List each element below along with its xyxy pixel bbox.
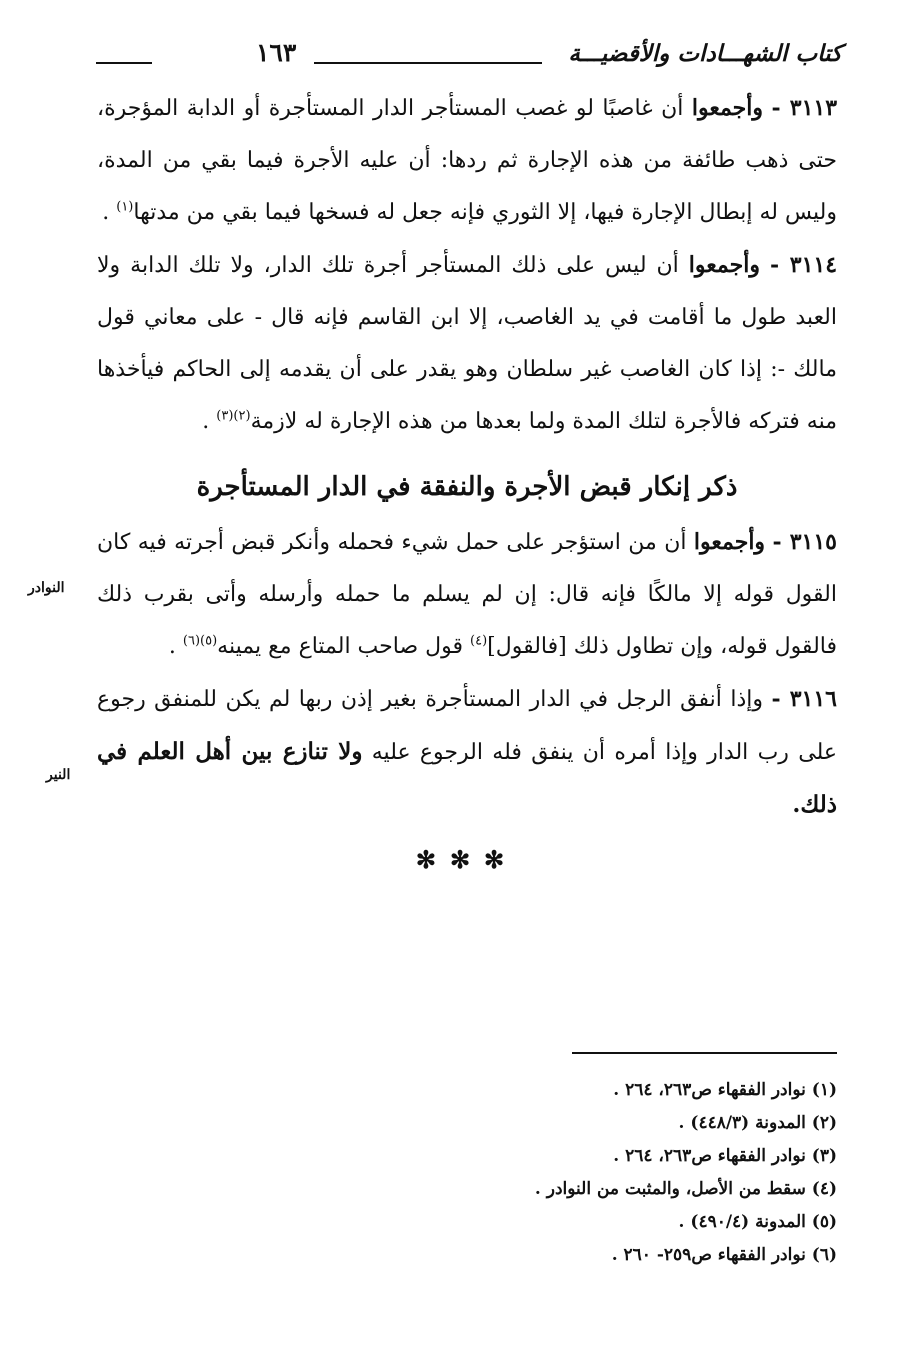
paragraph-end: . bbox=[102, 200, 110, 225]
paragraph-3114 bbox=[97, 239, 837, 448]
footnote-ref: (٢)(٣) bbox=[216, 408, 251, 424]
footnote-1: (١) نوادر الفقهاء ص٢٦٣، ٢٦٤ . bbox=[613, 1080, 837, 1100]
margin-note-nawadir: النوادر bbox=[28, 580, 65, 596]
paragraph-text: أن غاصبًا لو غصب المستأجر الدار المستأجرة أو الدابة المؤجرة، حتى ذهب طائفة من هذه الإجارة ثم ردها: أن عليه الأجرة فيما بقي من المدة، وليس له إبطال الإجارة فيها، إلا الثوري فإنه جعل له فسخها فيما بقي من مدتها bbox=[97, 96, 837, 225]
footnote-6: (٦) نوادر الفقهاء ص٢٥٩- ٢٦٠ . bbox=[611, 1245, 837, 1265]
header-rule-right bbox=[314, 62, 542, 64]
paragraph-number: ٣١١٤ - bbox=[769, 252, 838, 278]
footnote-ref: (١) bbox=[116, 199, 134, 215]
section-separator-stars: ✻✻✻ bbox=[415, 845, 519, 874]
footnote-separator bbox=[572, 1052, 837, 1054]
header-rule-left bbox=[96, 62, 152, 64]
main-text bbox=[97, 82, 837, 880]
paragraph-number: ٣١١٥ - bbox=[772, 529, 837, 555]
paragraph-number: ٣١١٣ - bbox=[771, 95, 838, 121]
footnote-5: (٥) المدونة (٤٩٠/٤) . bbox=[678, 1212, 837, 1232]
paragraph-keyword: وأجمعوا bbox=[693, 529, 766, 555]
footnote-4: (٤) سقط من الأصل، والمثبت من النوادر . bbox=[534, 1179, 837, 1199]
paragraph-end: . bbox=[202, 409, 210, 434]
footnote-2: (٢) المدونة (٤٤٨/٣) . bbox=[678, 1113, 837, 1133]
footnote-ref: (٥)(٦) bbox=[182, 633, 218, 649]
paragraph-3115 bbox=[97, 516, 837, 673]
paragraph-number: ٣١١٦ - bbox=[771, 686, 837, 712]
page-number: ١٦٣ bbox=[256, 38, 297, 67]
running-header bbox=[96, 38, 842, 78]
footnotes bbox=[417, 1074, 837, 1272]
paragraph-3116 bbox=[97, 673, 837, 832]
paragraph-text-continued: قول صاحب المتاع مع يمينه bbox=[217, 634, 464, 659]
paragraph-3113 bbox=[97, 82, 837, 239]
paragraph-keyword: وأجمعوا bbox=[691, 95, 764, 121]
book-title: كتاب الشهـــادات والأقضيـــة bbox=[568, 40, 842, 67]
paragraph-text: أن من استؤجر على حمل شيء فحمله وأنكر قبض أجرته فيه كان القول قوله إلا مالكًا فإنه قال: إن لم يسلم ما حمله وأرسله وأتى بقرب ذلك فالقول قوله، وإن تطاول ذلك [فالقول] bbox=[97, 530, 837, 659]
footnote-ref: (٤) bbox=[470, 633, 488, 649]
paragraph-end: . bbox=[168, 634, 176, 659]
margin-note-nayyir: النير bbox=[46, 767, 71, 783]
section-heading: ذكر إنكار قبض الأجرة والنفقة في الدار المستأجرة bbox=[196, 472, 738, 502]
paragraph-text: أن ليس على ذلك المستأجر أجرة تلك الدار، ولا تلك الدابة ولا العبد طول ما أقامت في يد الغاصب، إلا ابن القاسم فإنه قال - على معاني قول مالك -: إذا كان الغاصب غير سلطان وهو يقدر على أن يقدمه إلى الحاكم فيأخذها منه فتركه فالأجرة لتلك المدة ولما بعدها من هذه الإجارة له لازمة bbox=[97, 253, 837, 434]
paragraph-text: وإذا أنفق الرجل في الدار المستأجرة بغير إذن ربها لم يكن للمنفق رجوع على رب الدار وإذا أمره أن ينفق فله الرجوع عليه bbox=[97, 687, 837, 765]
footnote-3: (٣) نوادر الفقهاء ص٢٦٣، ٢٦٤ . bbox=[613, 1146, 837, 1166]
paragraph-bold-conclusion: ولا تنازع بين أهل العلم في ذلك. bbox=[97, 738, 837, 818]
paragraph-keyword: وأجمعوا bbox=[688, 252, 760, 278]
